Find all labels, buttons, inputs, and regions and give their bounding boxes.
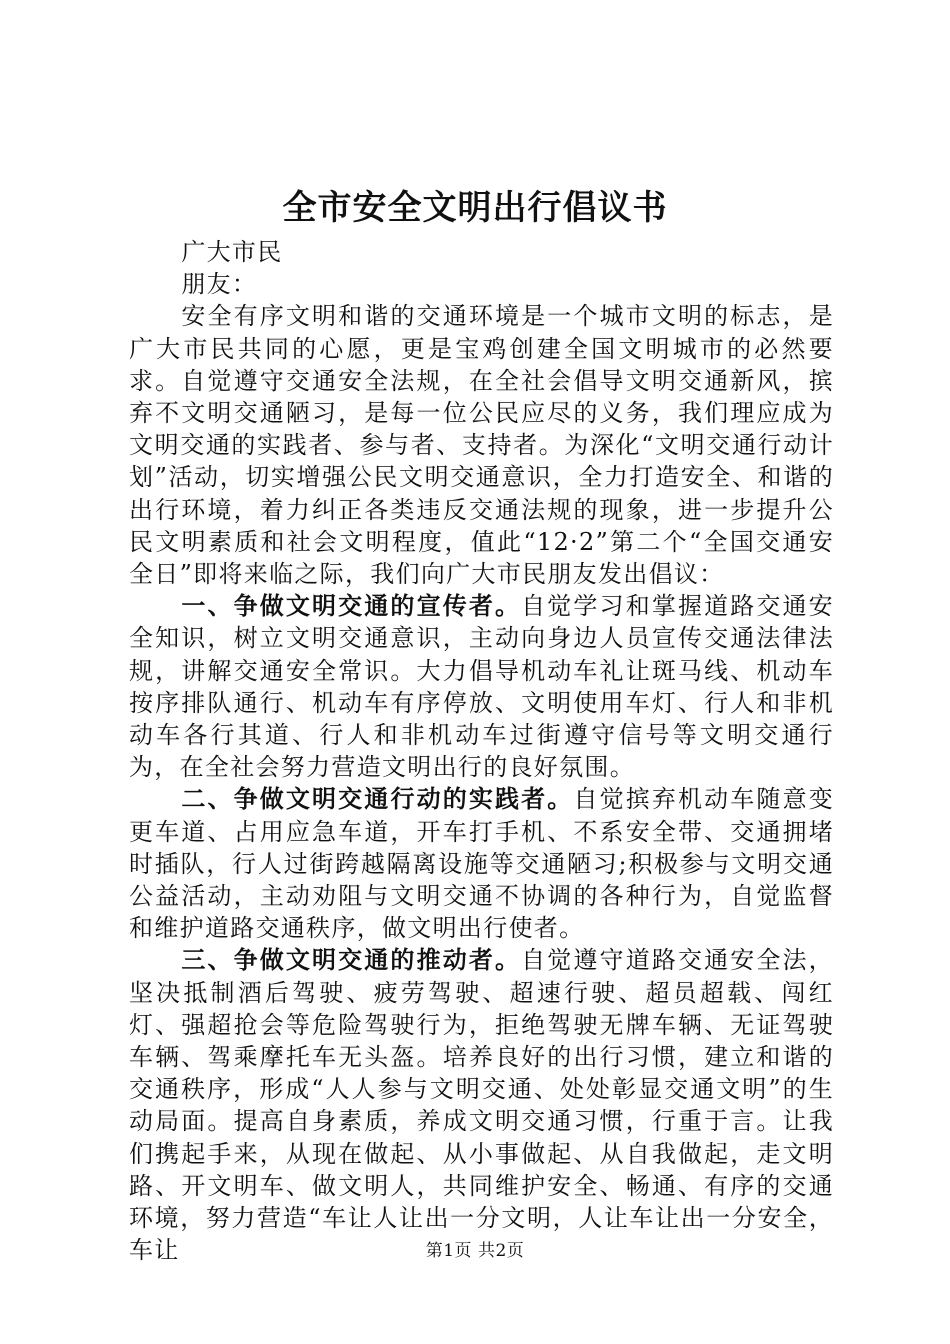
salutation-line-2: 朋友：	[181, 270, 258, 299]
proposal-item-heading: 二、争做文明交通行动的实践者。	[181, 784, 574, 814]
page-number-footer: 第1页 共2页	[425, 1241, 525, 1261]
proposal-item-text: 自觉摈弃机动车随意变更车道、占用应急车道，开车打手机、不系安全带、交通拥堵时插队，行人过街跨越隔离设施等交通陋习;积极参与文明交通公益活动，主动劝阻与文明交通不协调的各种行为，自觉监督和维护道路交通秩序，做文明出行使者。	[129, 785, 835, 943]
proposal-item-2	[129, 783, 834, 944]
proposal-item-1	[129, 590, 834, 783]
intro-paragraph: 安全有序文明和谐的交通环境是一个城市文明的标志，是广大市民共同的心愿，更是宝鸡创建全国文明城市的必然要求。自觉遵守交通安全法规，在全社会倡导文明交通新风，摈弃不文明交通陋习，是每一位公民应尽的义务，我们理应成为文明交通的实践者、参与者、支持者。为深化“文明交通行动计划”活动，切实增强公民文明交通意识，全力打造安全、和谐的出行环境，着力纠正各类违反交通法规的现象，进一步提升公民文明素质和社会文明程度，值此“12·2”第二个“全国交通安全日”即将来临之际，我们向广大市民朋友发出倡议：	[129, 302, 834, 589]
proposal-item-3	[129, 944, 834, 1266]
proposal-item-heading: 一、争做文明交通的宣传者。	[181, 591, 522, 621]
salutation-line-1: 广大市民	[181, 238, 283, 266]
proposal-item-text: 自觉遵守道路交通安全法，坚决抵制酒后驾驶、疲劳驾驶、超速行驶、超员超载、闯红灯、强超抢会等危险驾驶行为，拒绝驾驶无牌车辆、无证驾驶车辆、驾乘摩托车无头盔。培养良好的出行习惯，建立和谐的交通秩序，形成“人人参与文明交通、处处彰显交通文明”的生动局面。提高自身素质，养成文明交通习惯，行重于言。让我们携起手来，从现在做起、从小事做起、从自我做起，走文明路、开文明车、做文明人，共同维护安全、畅通、有序的交通环境，努力营造“车让人让出一分文明，人让车让出一分安全，车让	[129, 946, 834, 1265]
document-title: 全市安全文明出行倡议书	[282, 188, 668, 228]
proposal-item-text: 自觉学习和掌握道路交通安全知识，树立文明交通意识，主动向身边人员宣传交通法律法规，讲解交通安全常识。大力倡导机动车礼让斑马线、机动车按序排队通行、机动车有序停放、文明使用车灯、行人和非机动车各行其道、行人和非机动车过街遵守信号等文明交通行为，在全社会努力营造文明出行的良好氛围。	[129, 592, 834, 782]
document-body	[129, 236, 834, 1267]
proposal-item-heading: 三、争做文明交通的推动者。	[181, 945, 522, 975]
